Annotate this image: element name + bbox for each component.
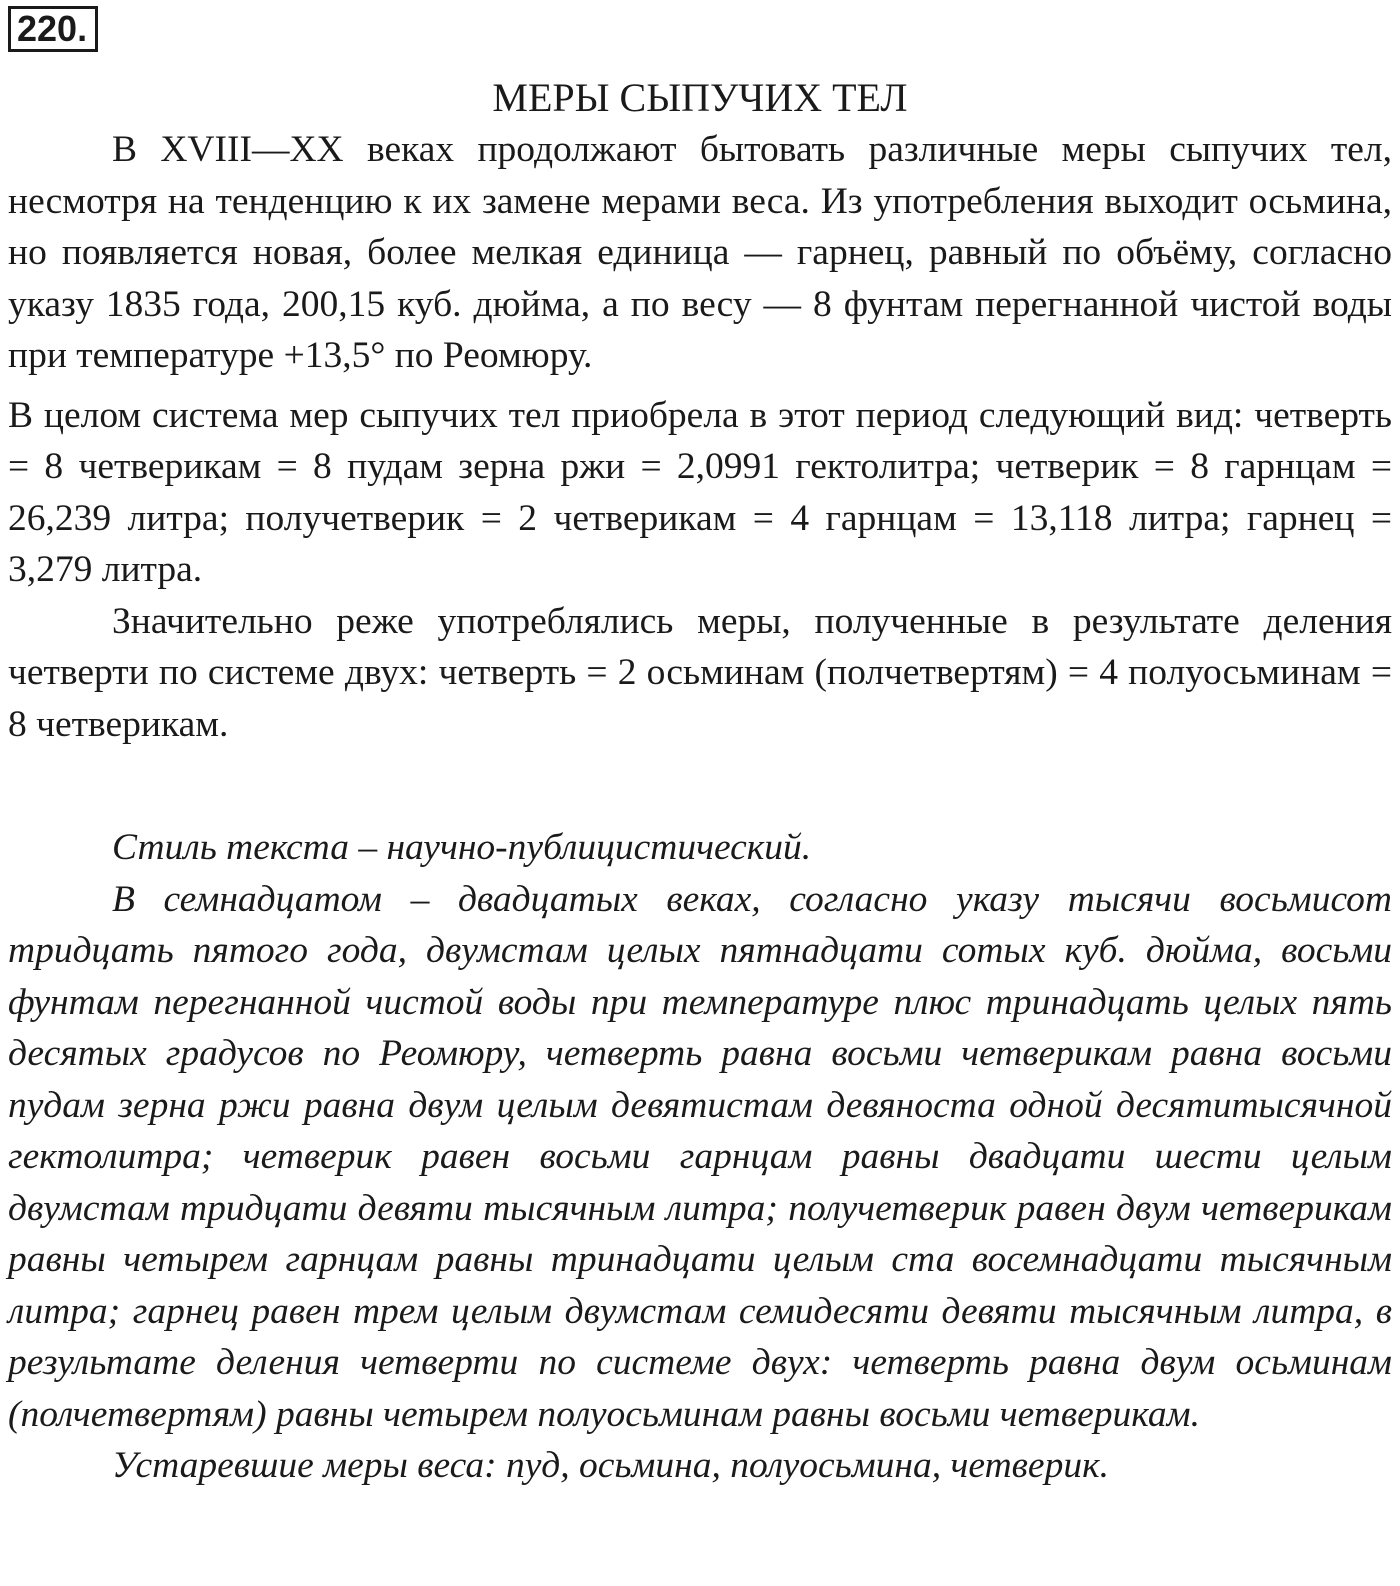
answer-transcription: В семнадцатом – двадцатых веках, согласно указу тысячи восьмисот тридцать пятого года, двумстам целых пятнадцати сотых куб. дюйма, восьми фунтам перегнанной чистой воды при температуре плюс тринадцать целых пять десятых градусов по Реомюру, четверть равна восьми четверикам равна восьми пудам зерна ржи равна двум целым девятистам девяноста одной десятитысячной гектолитра; четверик равен восьми гарнцам равны двадцати шести целым двумстам тридцати девяти тысячным литра; получетверик равен двум четверикам равны четырем гарнцам равны тринадцати целым ста восемнадцати тысячным литра; гарнец равен трем целым двумстам семидесяти девяти тысячным литра, в результате деления четверти по системе двух: четверть равна двум осьминам (полчетвертям) равны четырем полуосьминам равны восьми четверикам. [8,878,1392,1435]
paragraph-intro: В XVIII—XX веках продолжают бытовать различные меры сыпучих тел, несмотря на тенденцию к их замене мерами веса. Из употребления выходит осьмина, но появляется новая, более мелкая единица — гарнец, равный по объёму, согласно указу 1835 года, 200,15 куб. дюйма, а по весу — 8 фунтам перегнанной чистой воды при температуре +13,5° по Реомюру. [8,129,1392,376]
exercise-number: 220. [8,6,98,52]
paragraph-system: В целом система мер сыпучих тел приобрела в этот период следующий вид: четверть = 8 четверикам = 8 пудам зерна ржи = 2,0991 гектолитра; четверик = 8 гарнцам = 26,239 литра; получетверик = 2 четверикам = 4 гарнцам = 13,118 литра; гарнец = 3,279 литра. [8,394,1392,590]
text-body [8,124,1392,1492]
text-title: МЕРЫ СЫПУЧИХ ТЕЛ [492,75,908,120]
answer-obsolete-measures: Устаревшие меры веса: пуд, осьмина, полуосьмина, четверик. [112,1445,1109,1486]
paragraph-division: Значительно реже употреблялись меры, полученные в результате деления четверти по системе двух: четверть = 2 осьминам (полчетвертям) = 4 полуосьминам = 8 четверикам. [8,600,1392,745]
answer-style: Стиль текста – научно-публицистический. [112,827,812,868]
